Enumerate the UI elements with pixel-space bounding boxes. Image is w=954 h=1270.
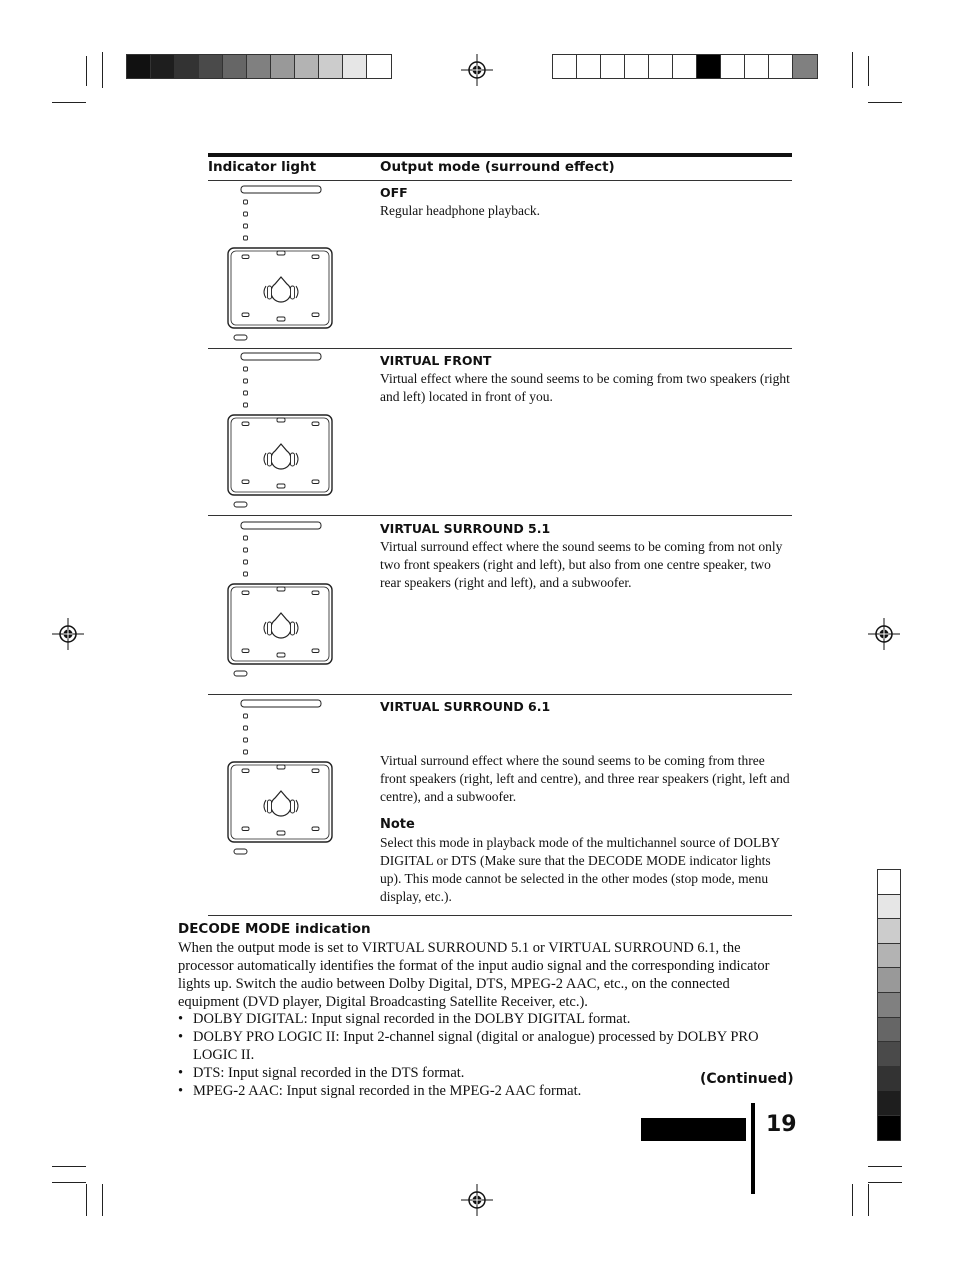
headphone-processor-icon — [226, 352, 336, 512]
crop-mark — [868, 102, 902, 103]
calibration-swatch — [319, 55, 343, 78]
crop-mark — [852, 1184, 853, 1216]
crop-mark — [52, 1166, 86, 1167]
crop-mark — [102, 52, 103, 88]
continued-label: (Continued) — [700, 1071, 794, 1087]
decode-paragraph: When the output mode is set to VIRTUAL SURROUND 5.1 or VIRTUAL SURROUND 6.1, the processor automatically identifies the format of the input audio signal and the corresponding indicator lights up. Switch the audio between Dolby Digital, DTS, MPEG-2 AAC, etc., on the connected equipment (DVD player, Digital Broadcasting Satellite Receiver, etc.). — [178, 940, 770, 1010]
section-tab — [877, 1017, 901, 1042]
note-text: Select this mode in playback mode of the multichannel source of DOLBY DIGITAL or DTS (Make sure that the DECODE MODE indicator lights up). This mode cannot be selected in the other modes (stop mode, menu display, etc.). — [380, 835, 780, 904]
indicator-light-illustration — [226, 699, 336, 864]
section-tab — [877, 992, 901, 1017]
calibration-swatch — [343, 55, 367, 78]
calibration-swatch — [673, 55, 697, 78]
crop-mark — [868, 56, 869, 86]
crop-mark — [852, 52, 853, 88]
calibration-swatch — [367, 55, 391, 78]
section-tab — [877, 1066, 901, 1091]
crop-mark — [86, 1184, 87, 1216]
calibration-swatch — [151, 55, 175, 78]
list-item-text: DTS: Input signal recorded in the DTS format. — [193, 1065, 465, 1081]
calibration-swatch — [553, 55, 577, 78]
section-tab — [877, 1041, 901, 1066]
headphone-processor-icon — [226, 521, 336, 681]
mode-title: VIRTUAL FRONT — [380, 353, 492, 368]
indicator-light-illustration — [226, 185, 336, 350]
calibration-swatch — [697, 55, 721, 78]
calibration-swatch — [247, 55, 271, 78]
section-tab — [877, 967, 901, 992]
calibration-swatch — [223, 55, 247, 78]
crop-mark — [52, 102, 86, 103]
mode-description: Virtual surround effect where the sound seems to be coming from not only two front speakers (right and left), but also from one centre speaker, two rear speakers (right and left), and a subwoofer. — [380, 539, 783, 590]
list-item-text: DOLBY PRO LOGIC II: Input 2-channel signal (digital or analogue) processed by DOLBY PRO LOGIC II. — [193, 1029, 759, 1063]
calibration-swatch — [745, 55, 769, 78]
calibration-swatch — [271, 55, 295, 78]
registration-crosshair-icon — [461, 1184, 493, 1216]
indicator-light-illustration — [226, 521, 336, 686]
headphone-processor-icon — [226, 699, 336, 859]
registration-crosshair-icon — [868, 618, 900, 650]
mode-description: Virtual surround effect where the sound seems to be coming from three front speakers (right, left and centre), and three rear speakers (right, left and centre), and a subwoofer. — [380, 753, 790, 804]
table-bottom-rule — [208, 915, 792, 916]
crop-mark — [868, 1182, 902, 1183]
registration-crosshair-icon — [52, 618, 84, 650]
section-tab — [877, 1115, 901, 1140]
indicator-light-illustration — [226, 352, 336, 517]
section-tab — [877, 869, 901, 894]
section-tab — [877, 943, 901, 968]
list-item-text: MPEG-2 AAC: Input signal recorded in the MPEG-2 AAC format. — [193, 1083, 582, 1099]
mode-description: Virtual effect where the sound seems to be coming from two speakers (right and left) located in front of you. — [380, 371, 790, 404]
mode-title: VIRTUAL SURROUND 6.1 — [380, 699, 551, 714]
row-divider — [208, 348, 792, 349]
gray-calibration-strip-left — [126, 54, 392, 79]
crop-mark — [52, 1182, 86, 1183]
mode-title: OFF — [380, 185, 408, 200]
calibration-swatch — [127, 55, 151, 78]
calibration-swatch — [175, 55, 199, 78]
calibration-swatch — [577, 55, 601, 78]
note-heading: Note — [380, 817, 415, 832]
table-header-rule — [208, 180, 792, 181]
crop-mark — [868, 1166, 902, 1167]
calibration-swatch — [769, 55, 793, 78]
section-tab — [877, 894, 901, 919]
bullet-icon: • — [178, 1065, 184, 1081]
section-heading: DECODE MODE indication — [178, 921, 371, 937]
crop-mark — [86, 56, 87, 86]
section-tab — [877, 918, 901, 943]
row-divider — [208, 515, 792, 516]
calibration-swatch — [721, 55, 745, 78]
color-calibration-strip-right — [552, 54, 818, 79]
calibration-swatch — [625, 55, 649, 78]
page-footer-divider — [751, 1103, 755, 1194]
calibration-swatch — [199, 55, 223, 78]
column-header-indicator: Indicator light — [208, 159, 317, 175]
table-top-rule — [208, 153, 792, 157]
calibration-swatch — [793, 55, 817, 78]
crop-mark — [868, 1184, 869, 1216]
crop-mark — [102, 1184, 103, 1216]
list-item-text: DOLBY DIGITAL: Input signal recorded in the DOLBY DIGITAL format. — [193, 1011, 631, 1027]
registration-crosshair-icon — [461, 54, 493, 86]
bullet-icon: • — [178, 1083, 184, 1099]
mode-title: VIRTUAL SURROUND 5.1 — [380, 521, 551, 536]
page-footer-bar — [641, 1118, 746, 1141]
mode-description: Regular headphone playback. — [380, 203, 541, 218]
bullet-icon: • — [178, 1029, 184, 1045]
bullet-icon: • — [178, 1011, 184, 1027]
section-tab — [877, 1090, 901, 1115]
column-header-output-mode: Output mode (surround effect) — [380, 159, 615, 175]
page-number: 19 — [766, 1112, 797, 1137]
calibration-swatch — [295, 55, 319, 78]
row-divider — [208, 694, 792, 695]
headphone-processor-icon — [226, 185, 336, 345]
section-tab-strip — [877, 869, 901, 1141]
calibration-swatch — [601, 55, 625, 78]
calibration-swatch — [649, 55, 673, 78]
